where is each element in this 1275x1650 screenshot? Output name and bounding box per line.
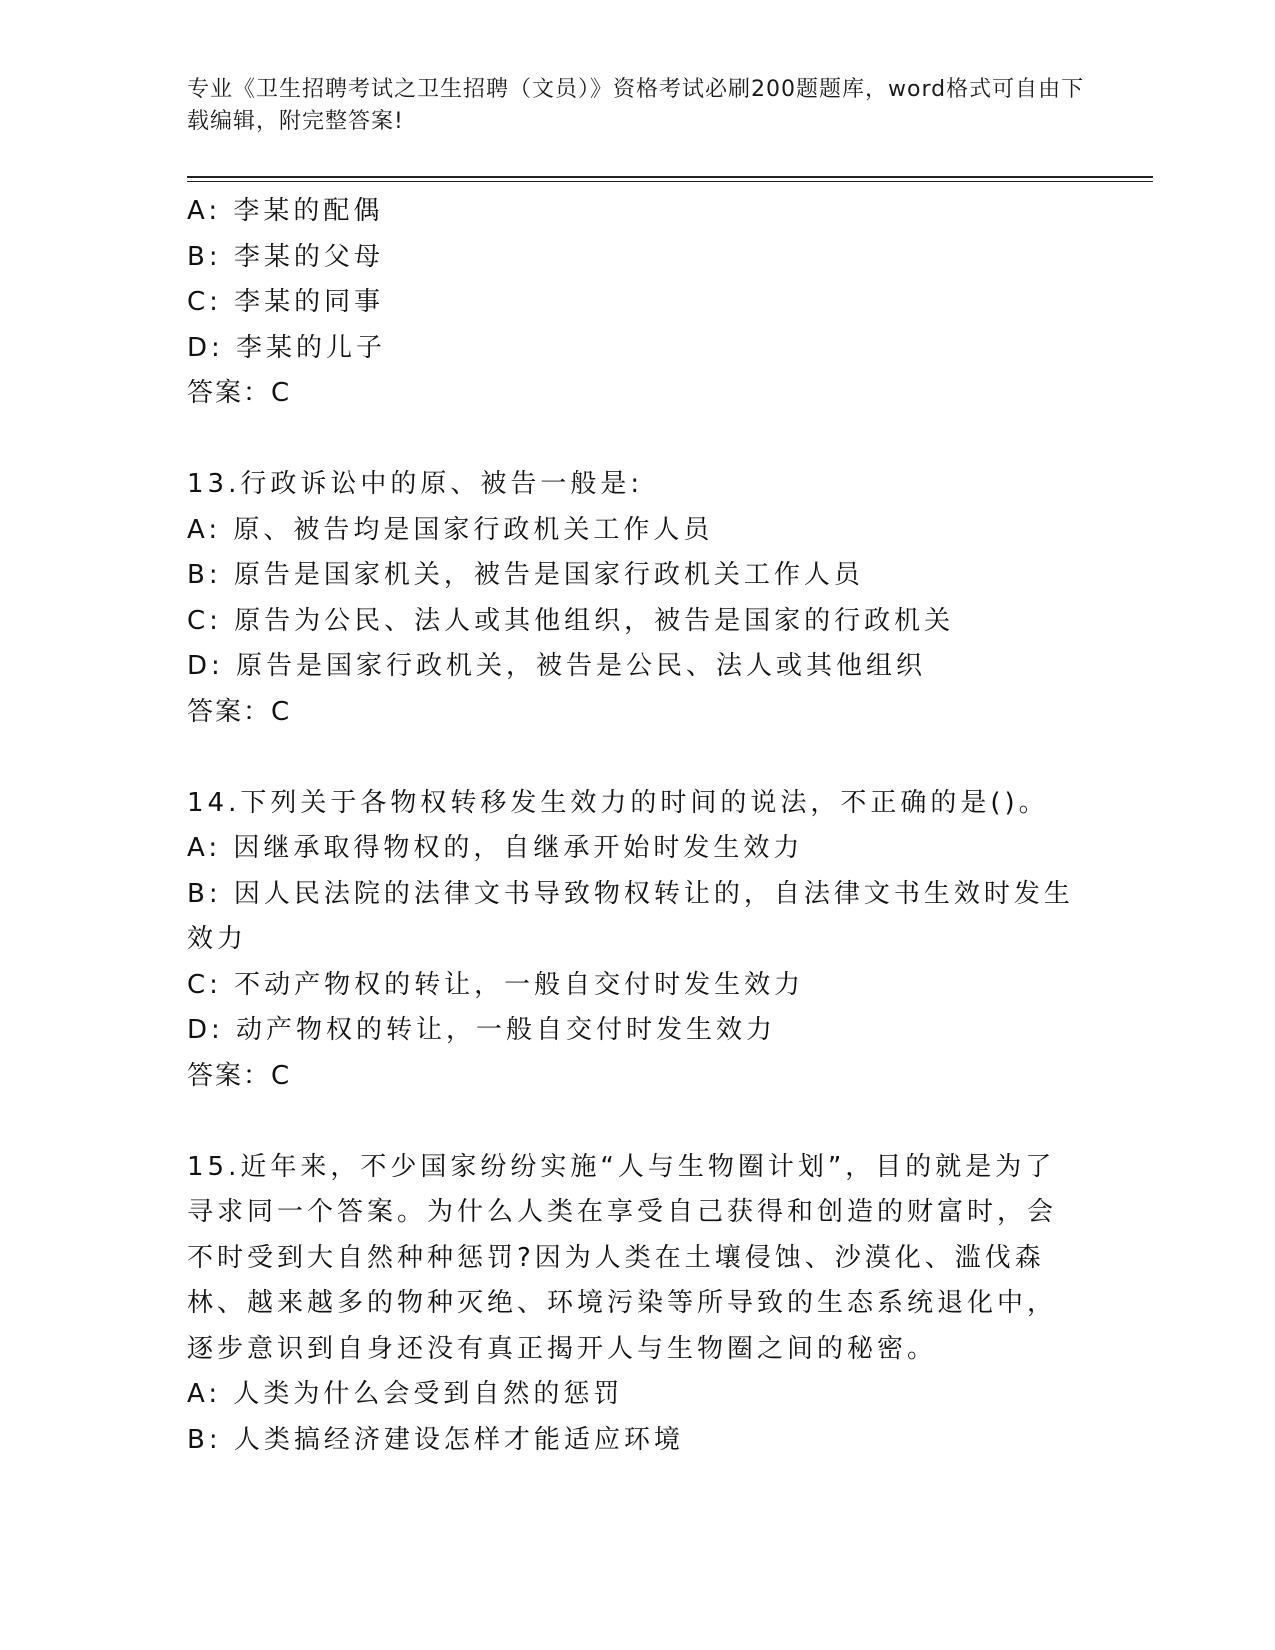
option-a: A: 因继承取得物权的，自继承开始时发生效力 bbox=[187, 833, 804, 863]
question-14 bbox=[187, 781, 1077, 1100]
spacer bbox=[187, 735, 1077, 781]
option-d: D: 动产物权的转让，一般自交付时发生效力 bbox=[187, 1015, 777, 1045]
answer: 答案：C bbox=[187, 696, 292, 727]
option-d: D: 李某的儿子 bbox=[187, 332, 387, 363]
question-stem: 14.下列关于各物权转移发生效力的时间的说法，不正确的是()。 bbox=[187, 787, 1049, 818]
question-stem: 13.行政诉讼中的原、被告一般是: bbox=[187, 469, 644, 499]
spacer bbox=[187, 417, 1077, 463]
spacer bbox=[187, 1099, 1077, 1145]
option-c: C: 不动产物权的转让，一般自交付时发生效力 bbox=[187, 969, 805, 1000]
option-b: B: 因人民法院的法律文书导致物权转让的，自法律文书生效时发生效力 bbox=[187, 878, 1074, 954]
option-a: A: 人类为什么会受到自然的惩罚 bbox=[187, 1379, 624, 1409]
option-b: B: 李某的父母 bbox=[187, 241, 384, 272]
header-divider bbox=[187, 176, 1153, 182]
option-c: C: 原告为公民、法人或其他组织，被告是国家的行政机关 bbox=[187, 605, 955, 636]
option-a: A: 李某的配偶 bbox=[187, 196, 384, 226]
answer: 答案：C bbox=[187, 378, 292, 408]
question-13 bbox=[187, 462, 1077, 735]
question-12 bbox=[187, 189, 1077, 417]
answer: 答案：C bbox=[187, 1060, 292, 1091]
option-a: A: 原、被告均是国家行政机关工作人员 bbox=[187, 514, 714, 545]
option-d: D: 原告是国家行政机关，被告是公民、法人或其他组织 bbox=[187, 651, 927, 681]
page-header: 专业《卫生招聘考试之卫生招聘（文员）》资格考试必刷200题题库，word格式可自由下载编辑，附完整答案! bbox=[187, 77, 1085, 134]
option-c: C: 李某的同事 bbox=[187, 287, 385, 317]
question-15 bbox=[187, 1145, 1077, 1464]
option-b: B: 原告是国家机关，被告是国家行政机关工作人员 bbox=[187, 560, 864, 590]
option-b: B: 人类搞经济建设怎样才能适应环境 bbox=[187, 1424, 684, 1455]
question-stem: 15.近年来，不少国家纷纷实施“人与生物圈计划”，目的就是为了寻求同一个答案。为什么人类在享受自己获得和创造的财富时，会不时受到大自然种种惩罚?因为人类在土壤侵蚀、沙漠化、滥伐森林、越来越多的物种灭绝、环境污染等所导致的生态系统退化中，逐步意识到自身还没有真正揭开人与生物圈之间的秘密。 bbox=[187, 1151, 1058, 1364]
question-content bbox=[187, 189, 1077, 1463]
